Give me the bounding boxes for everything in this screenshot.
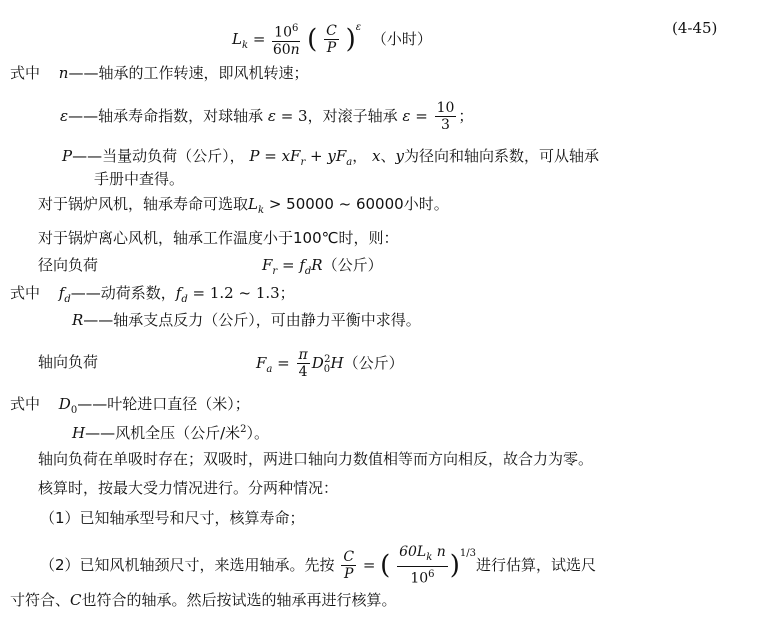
definition-text: 轴承寿命指数，对球轴承 — [98, 107, 264, 125]
symbol-epsilon: ε — [60, 107, 69, 125]
dash: —— — [83, 311, 114, 329]
frac-num-exp: 6 — [292, 23, 299, 35]
lk-sub: k — [241, 40, 249, 51]
equation-number: (4-45) — [672, 19, 718, 37]
symbol-x: x — [372, 147, 381, 165]
equals-sign: = — [358, 556, 381, 574]
fraction-60lkn-over-10e6 — [397, 544, 448, 586]
symbol-p: P — [62, 147, 73, 165]
definition-d0 — [10, 394, 250, 421]
frac-den: 60 — [272, 41, 291, 58]
paragraph-final — [10, 590, 397, 610]
frac-den: 3 — [441, 117, 450, 133]
sub-0: 0 — [323, 364, 331, 375]
symbol-f-d: f — [299, 256, 305, 274]
sub-k: k — [257, 205, 265, 216]
definition-r — [72, 310, 421, 330]
epsilon-roller: ε — [402, 107, 411, 125]
roller-text: ，对滚子轴承 — [307, 107, 398, 125]
sub-0: 0 — [70, 405, 78, 416]
paragraph-bearing-life — [38, 194, 449, 221]
inner-den: P — [326, 40, 337, 56]
list-item-2 — [40, 534, 596, 587]
item-text-end: 进行估算，试选尺 — [476, 556, 597, 574]
close-paren: ) — [449, 550, 460, 581]
sub-d2: d — [181, 294, 188, 305]
range-value: = 1.2 ~ 1.3； — [187, 284, 295, 302]
symbol-f: F — [256, 354, 267, 372]
definition-text-cont: 为径向和轴向系数，可从轴承 — [403, 147, 599, 165]
equals-sign: = — [277, 256, 300, 274]
inner-den: 10 — [410, 570, 429, 587]
definition-p-continued: 手册中查得。 — [94, 170, 185, 188]
dash: —— — [70, 284, 101, 302]
inner-var-n: n — [432, 544, 446, 561]
frac-den: 4 — [298, 364, 308, 380]
symbol-d0: D — [58, 395, 71, 413]
dash: —— — [77, 395, 108, 413]
comma: ， — [352, 147, 368, 165]
sup-2: 2 — [240, 424, 247, 435]
unit-kg: （公斤） — [322, 256, 383, 274]
sub-d: d — [64, 294, 71, 305]
symbol-h: H — [72, 424, 86, 442]
sub-a: a — [266, 364, 273, 375]
dash: —— — [68, 107, 99, 125]
sub-k: k — [426, 552, 433, 564]
dash: —— — [85, 424, 116, 442]
semicolon: ； — [458, 107, 474, 125]
symbol-f: F — [262, 256, 273, 274]
definition-text: 轴承的工作转速，即风机转速； — [98, 64, 309, 82]
unit-hours: （小时） — [371, 30, 432, 48]
dash: —— — [68, 64, 99, 82]
fraction-10-over-3 — [435, 100, 457, 133]
formula-p: P = xF — [249, 147, 301, 165]
sub-a: a — [346, 157, 353, 168]
radial-label: 径向负荷 — [38, 256, 99, 274]
definition-text: 动荷系数， — [100, 284, 176, 302]
formula-plus: + yF — [305, 147, 347, 165]
para-text-end: > 50000 ~ 60000小时。 — [264, 195, 449, 213]
prefix-label: 式中 — [10, 395, 41, 413]
definition-n — [10, 63, 308, 83]
axial-label: 轴向负荷 — [38, 353, 99, 371]
fraction-c-over-p — [324, 23, 339, 56]
radial-load-formula — [262, 255, 383, 282]
prefix-label: 式中 — [10, 284, 41, 302]
equals-sign: = — [272, 354, 295, 372]
equals-sign: = — [415, 107, 428, 125]
symbol-d: D — [311, 354, 324, 372]
lk-symbol: L — [232, 30, 242, 48]
sub-r: r — [300, 157, 306, 168]
separator: 、 — [380, 147, 396, 165]
symbol-r: R — [72, 311, 84, 329]
fraction-10e6-over-60n — [272, 21, 300, 58]
close-paren: ) — [345, 24, 356, 55]
sub-r: r — [272, 266, 278, 277]
definition-h — [72, 420, 269, 443]
axial-load-formula — [256, 342, 404, 388]
dash: —— — [72, 147, 103, 165]
main-equation — [232, 8, 432, 66]
symbol-h: H — [330, 354, 344, 372]
para-text-end: 也符合的轴承。然后按试选的轴承再进行核算。 — [81, 591, 397, 609]
frac-num: 10 — [436, 100, 455, 116]
frac-num: C — [343, 549, 355, 565]
prefix-label: 式中 — [10, 64, 41, 82]
exponent-one-third: 1/3 — [459, 548, 476, 559]
exponent-epsilon: ε — [355, 22, 362, 33]
symbol-c: C — [70, 591, 82, 609]
item-text: （2）已知风机轴颈尺寸，来选用轴承。先按 — [40, 556, 335, 574]
inner-num: 60L — [399, 544, 427, 561]
definition-fd — [10, 283, 295, 310]
definition-end: ）。 — [246, 424, 270, 442]
symbol-lk: L — [248, 195, 258, 213]
definition-epsilon — [60, 98, 473, 134]
frac-num: 10 — [274, 24, 292, 41]
fraction-c-over-p — [341, 549, 356, 582]
symbol-r: R — [311, 256, 323, 274]
frac-den-var: n — [290, 41, 300, 58]
definition-text: 叶轮进口直径（米）； — [107, 395, 250, 413]
frac-den: P — [343, 566, 354, 582]
frac-num: π — [298, 347, 308, 363]
symbol-f: f — [175, 284, 182, 302]
fraction-pi-over-4 — [297, 347, 310, 380]
sub-d: d — [304, 266, 312, 277]
list-item-1: （1）已知轴承型号和尺寸，核算寿命； — [40, 509, 305, 527]
epsilon-ball: ε — [267, 107, 276, 125]
symbol-y: y — [395, 147, 404, 165]
open-paren: ( — [380, 550, 391, 581]
symbol-fd: f — [58, 284, 65, 302]
paragraph-check: 核算时，按最大受力情况进行。分两种情况： — [38, 479, 339, 497]
equals-sign: = — [252, 30, 266, 48]
para-text: 寸符合、 — [10, 591, 71, 609]
sup-2: 2 — [324, 354, 331, 365]
axial-load-line — [38, 352, 98, 372]
paragraph-temperature: 对于锅炉离心风机，轴承工作温度小于100℃时，则： — [38, 229, 399, 247]
definition-text: 当量动负荷（公斤）， — [102, 147, 245, 165]
symbol-n: n — [58, 64, 69, 82]
open-paren: ( — [307, 24, 318, 55]
inner-num: C — [326, 23, 337, 39]
ball-value: = 3 — [280, 107, 308, 125]
definition-text: 风机全压（公斤/米 — [115, 424, 241, 442]
inner-den-exp: 6 — [428, 569, 435, 581]
definition-text: 轴承支点反力（公斤），可由静力平衡中求得。 — [113, 311, 421, 329]
unit-kg: （公斤） — [343, 354, 404, 372]
radial-load-line — [38, 255, 98, 275]
paragraph-axial-force: 轴向负荷在单吸时存在；双吸时，两进口轴向力数值相等而方向相反，故合力为零。 — [38, 450, 594, 468]
para-text: 对于锅炉风机，轴承寿命可选取 — [38, 195, 249, 213]
